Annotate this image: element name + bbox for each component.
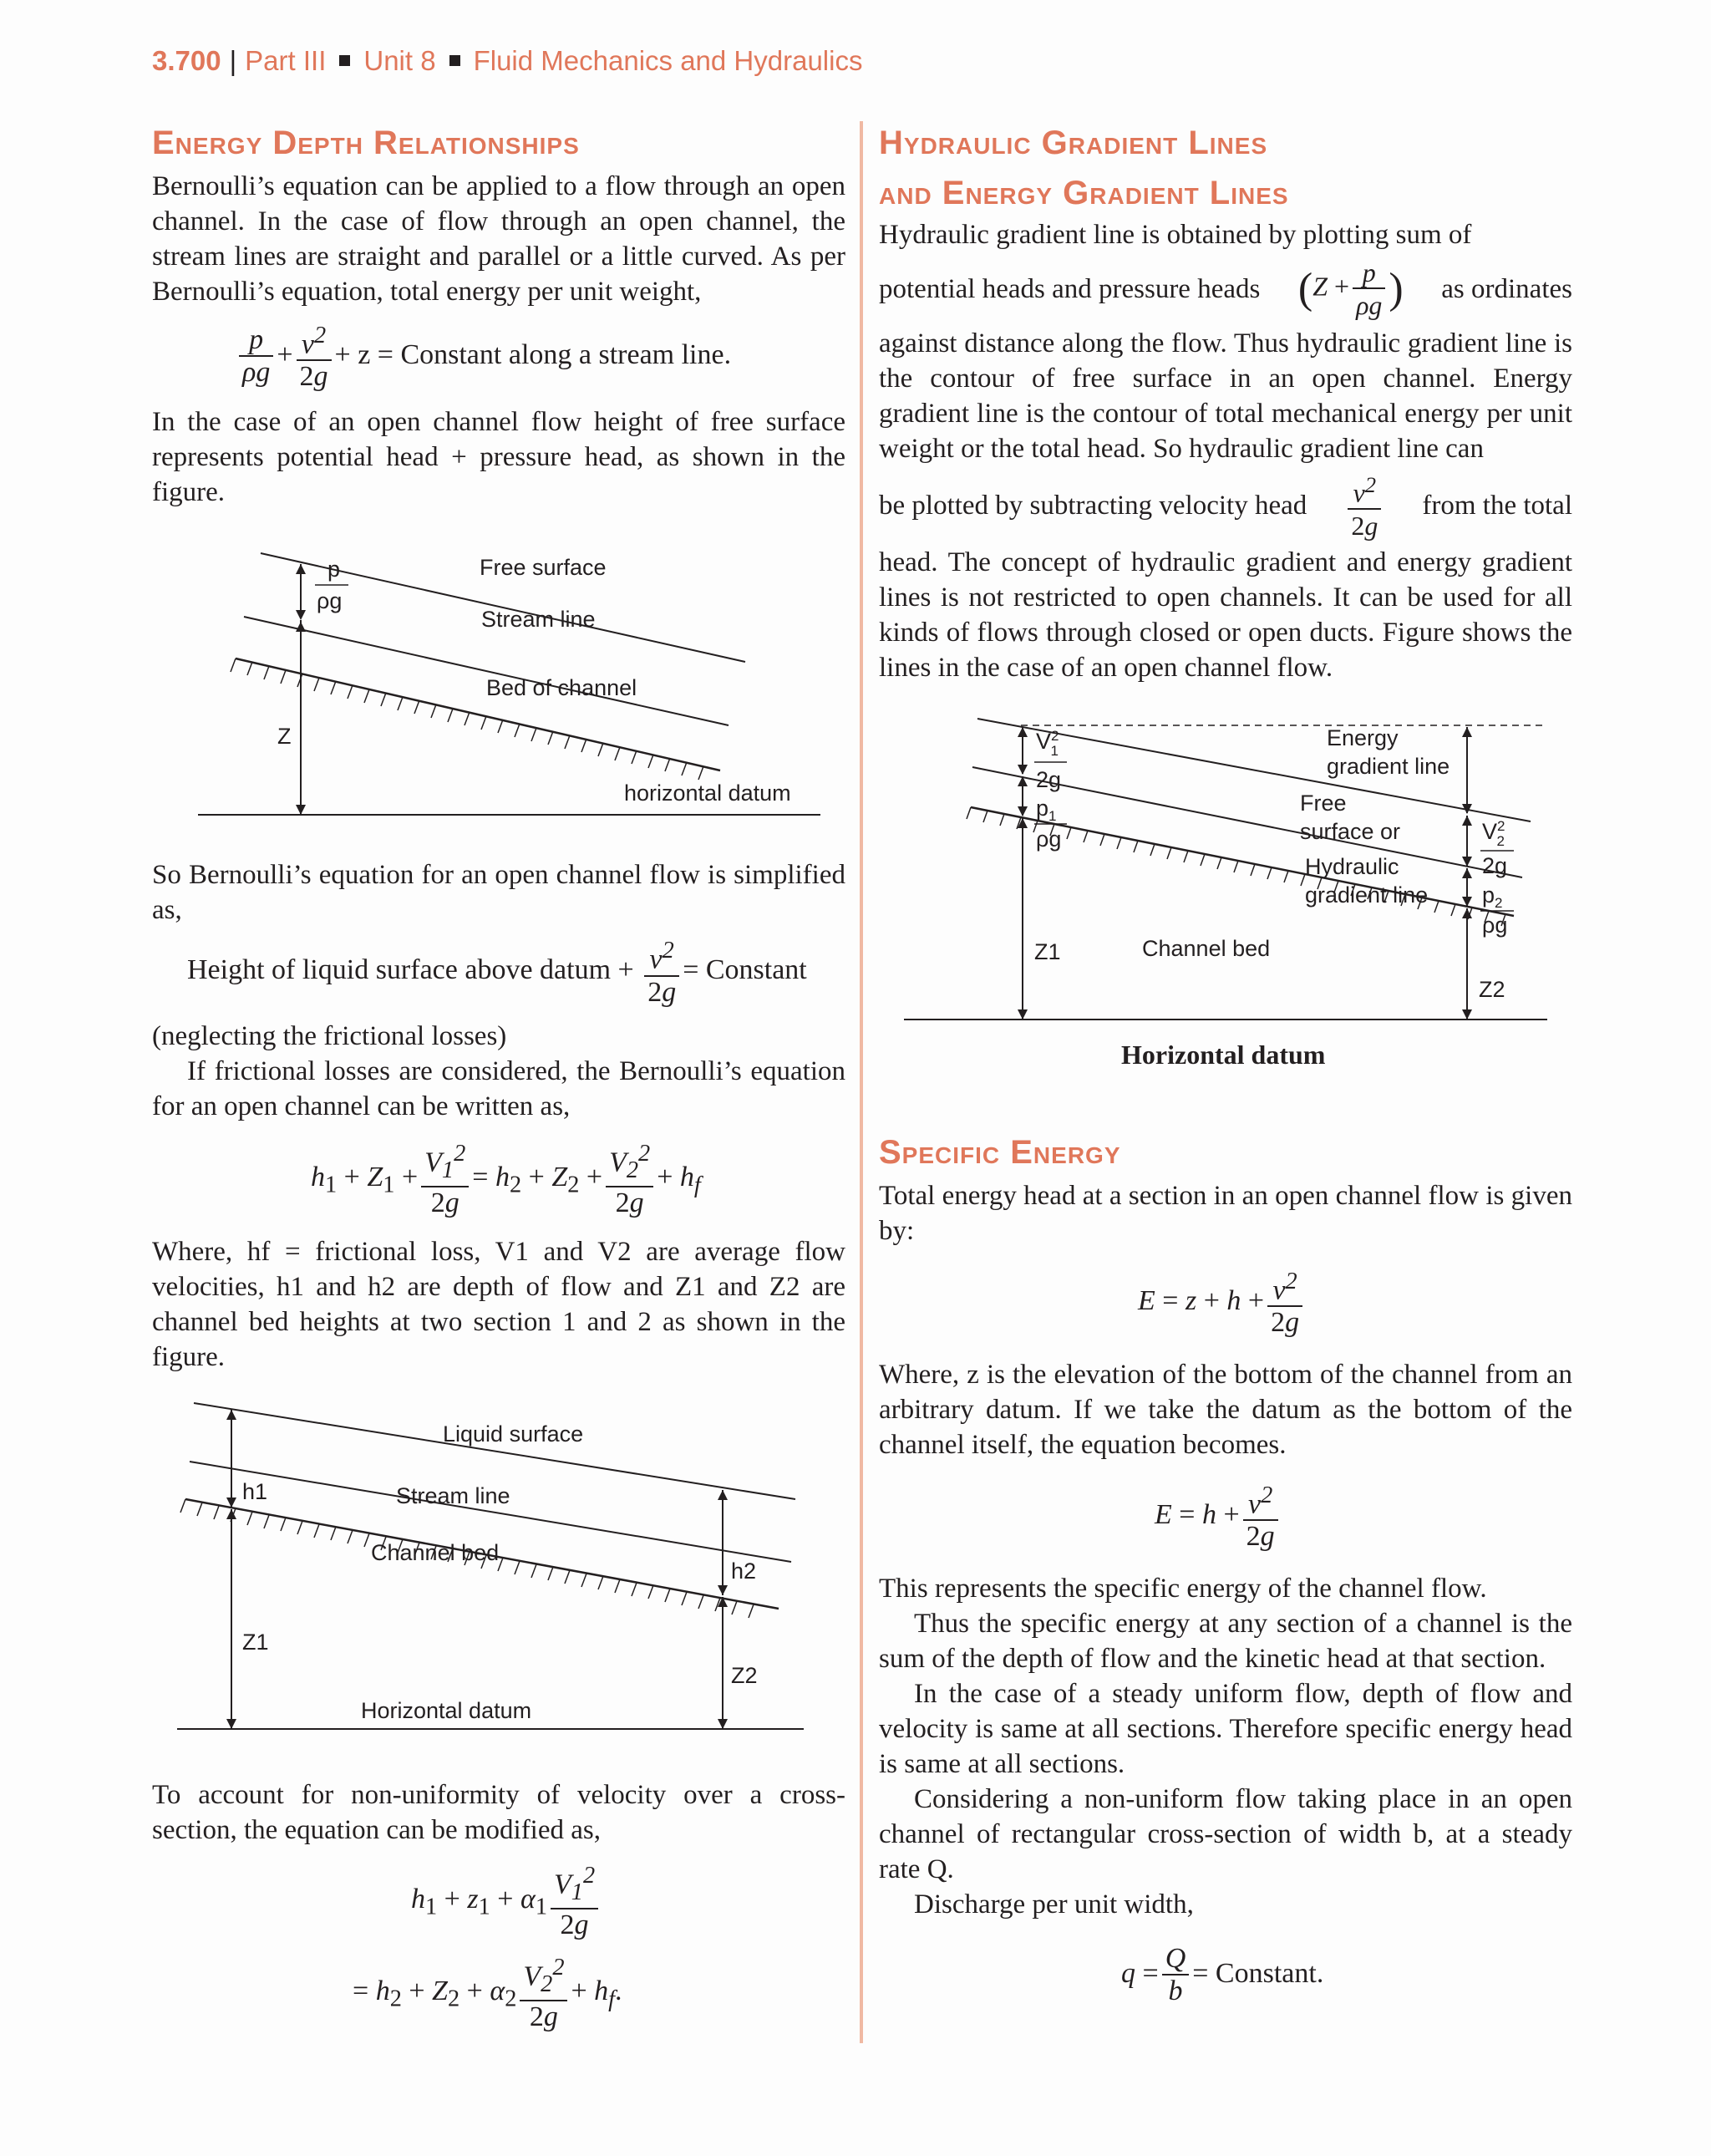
arrow-down-icon (296, 610, 306, 620)
paragraph-inline-fraction: potential heads and pressure heads (Z + $\frac{p}{\rho g}$ ) as ordinates (879, 257, 1572, 320)
label-liquid-surface: Liquid surface (443, 1421, 584, 1447)
figure-channel-sections (152, 1395, 845, 1762)
label-horizontal-datum: Horizontal datum (361, 1697, 532, 1723)
svg-text:p1: $p_1$ (1036, 795, 1057, 824)
label-h2: h2 (731, 1558, 757, 1584)
label-z: Z (277, 724, 292, 750)
label-channel-bed: Channel bed (1142, 935, 1271, 961)
caption-horizontal-datum: Horizontal datum (1121, 1039, 1326, 1070)
label-horizontal-datum: horizontal datum (624, 781, 791, 806)
svg-text:V22: $V^2$ 2 (1482, 817, 1505, 849)
label-free: Free (1300, 790, 1347, 816)
label-hydraulic-gradient-line: gradient line (1305, 882, 1429, 908)
equation-text: + z = Constant along a stream line. (334, 338, 732, 370)
arrow-down-icon (1018, 765, 1028, 775)
equation-discharge-per-width: q = $\frac{Q}{b}$ = Constant. (1121, 1943, 1324, 2007)
label-channel-bed: Channel bed (371, 1539, 500, 1565)
paragraph: So Bernoulli’s equation for an open channel flow is simplified as, (152, 860, 845, 926)
svg-text:p2: $p_2$ (1482, 882, 1503, 911)
square-bullet-icon (449, 55, 460, 66)
equation-specific-energy: E = h + $\frac{v^2}{2g}$ (1155, 1481, 1572, 1553)
arrow-down-icon (1462, 1009, 1472, 1020)
paragraph: Total energy head at a section in an open channel flow is given by: (879, 1180, 1572, 1246)
paragraph: Where, z is the elevation of the bottom of the channel from an arbitrary datum. If we take the datum as the bottom of the channel itself, the equation becomes. (879, 1359, 1572, 1460)
equation-height-constant: Height of liquid surface above datum + $\frac{v^2}{2g}$ = Constant (187, 938, 807, 1008)
label-energy: Energy (1327, 725, 1399, 750)
figure-free-surface (152, 518, 845, 836)
paragraph: against distance along the flow. Thus hydraulic gradient line is the contour of free surface in an open channel. Energy gradient line is the contour of total mechanical energy per unit weight or the total head. So hydraulic gradient line can (879, 328, 1572, 464)
arrow-down-icon (1018, 1009, 1028, 1020)
arrow-up-icon (1462, 727, 1472, 737)
label-h1: h1 (242, 1478, 268, 1504)
section-heading-specific-energy: Specific Energy (879, 1133, 1121, 1171)
equation-alpha-line2: = $h_2 + Z_2 + \alpha_2$ $\frac{V_2^2}{2g}$ + $h_f$. (353, 1954, 622, 2033)
arrow-down-icon (718, 1585, 728, 1595)
paragraph: Considering a non-uniform flow taking place in an open channel of rectangular cross-section of width b, at a steady rate Q. (879, 1784, 1572, 1885)
label-v2-squared-over-2g (1480, 818, 1514, 878)
running-header (152, 45, 862, 77)
svg-text:2g: 2g (1036, 766, 1062, 792)
square-bullet-icon (339, 55, 350, 66)
svg-text:ρg: ρg (1482, 912, 1508, 938)
arrow-down-icon (1018, 806, 1028, 816)
paragraph: Discharge per unit width, (914, 1889, 1194, 1920)
header-part: Part III (245, 45, 327, 76)
arrow-down-icon (718, 1719, 728, 1729)
equation-total-energy: E = z + h + $\frac{v^2}{2g}$ (1138, 1267, 1572, 1339)
column-divider (860, 121, 863, 2043)
svg-text:2g: 2g (1482, 852, 1508, 878)
paragraph: head. The concept of hydraulic gradient and energy gradient lines is not restricted to open channels. It can be used for all kinds of flows through closed or open ducts. Figure shows the lines in the case of an open channel flow. (879, 547, 1572, 683)
label-stream-line: Stream line (481, 607, 596, 633)
section-heading-hgl-line2: and Energy Gradient Lines (879, 175, 1289, 211)
left-column (152, 117, 845, 2033)
paragraph: In the case of a steady uniform flow, depth of flow and velocity is same at all sections. Therefore specific energy head is same at all sections. (879, 1679, 1572, 1780)
label-hydraulic: Hydraulic (1305, 853, 1399, 879)
label-rho-g: ρg (317, 588, 343, 614)
section-heading-energy-depth: Energy Depth Relationships (152, 125, 580, 161)
stream-line (244, 617, 729, 725)
label-p: p (327, 557, 341, 582)
label-bed-of-channel: Bed of channel (486, 675, 637, 701)
paragraph: Thus the specific energy at any section of a channel is the sum of the depth of flow and the kinetic head at that section. (879, 1609, 1572, 1675)
paragraph: If frictional losses are considered, the Bernoulli’s equation for an open channel can be written as, (152, 1055, 845, 1121)
paragraph: This represents the specific energy of the channel flow. (879, 1574, 1487, 1604)
arrow-down-icon (296, 805, 306, 815)
paragraph: Where, hf = frictional loss, V1 and V2 are average flow velocities, h1 and h2 are depth of flow and Z1 and Z2 are channel bed heights at two section 1 and 2 as shown in the figure. (152, 1236, 845, 1372)
arrow-down-icon (226, 1719, 236, 1729)
header-subject: Fluid Mechanics and Hydraulics (473, 45, 863, 76)
label-z1: Z1 (1034, 938, 1061, 964)
paragraph: Bernoulli’s equation can be applied to a flow through an open channel. In the case of flow through an open channel, the stream lines are straight and parallel or a little curved. As per Bernoulli’s equation, total energy per unit weight, (152, 171, 845, 307)
label-free-surface: Free surface (480, 555, 607, 581)
equation-alpha-line1: $h_1 + z_1 + \alpha_1$ $\frac{V_1^2}{2g}$ (411, 1861, 845, 1941)
paragraph: In the case of an open channel flow height of free surface represents potential head + pressure head, as shown in the figure. (152, 407, 845, 508)
paragraph-inline-fraction: be plotted by subtracting velocity head $\frac{v^2}{2g}$ from the total (879, 470, 1572, 542)
paragraph: Hydraulic gradient line is obtained by plotting sum of (879, 220, 1472, 250)
figure-gradient-lines (879, 709, 1572, 1101)
label-surface-or: surface or (1300, 818, 1401, 844)
label-v1-squared-over-2g (1034, 728, 1067, 792)
paragraph: To account for non-uniformity of velocity over a cross-section, the equation can be modified as, (152, 1779, 845, 1845)
label-z1: Z1 (242, 1629, 269, 1655)
equation-bernoulli-losses: $h_1 + Z_1$ + $\frac{V_1^2}{2g}$ = $h_2 + Z_2$ + $\frac{V_2^2}{2g}$ + $h_f$ (311, 1140, 701, 1218)
svg-text:ρg: ρg (1036, 826, 1062, 852)
paragraph: (neglecting the frictional losses) (152, 1020, 507, 1051)
label-z2: Z2 (731, 1662, 758, 1688)
equation-bernoulli: $\frac{p}{\rho g}$ + $\frac{v^2}{2g}$ + z = Constant along a stream line. (236, 321, 845, 393)
page-number: 3.700 (152, 45, 221, 76)
label-p1-over-rho-g (1034, 796, 1067, 852)
arrow-up-icon (1462, 816, 1472, 826)
label-stream-line: Stream line (396, 1482, 510, 1508)
arrow-up-icon (718, 1490, 728, 1500)
header-unit: Unit 8 (363, 45, 436, 76)
arrow-up-icon (1462, 868, 1472, 878)
svg-text:V21: $V^2$ 1 (1036, 727, 1059, 759)
arrow-up-icon (296, 622, 306, 632)
arrow-up-icon (296, 564, 306, 574)
arrow-up-icon (226, 1410, 236, 1420)
channel-bed-line (236, 658, 720, 770)
label-gradient-line: gradient line (1327, 753, 1450, 779)
section-heading-hgl-line1: Hydraulic Gradient Lines (879, 125, 1268, 161)
label-z2: Z2 (1479, 976, 1505, 1002)
header-separator: | (229, 45, 237, 76)
right-column (879, 117, 1572, 2007)
